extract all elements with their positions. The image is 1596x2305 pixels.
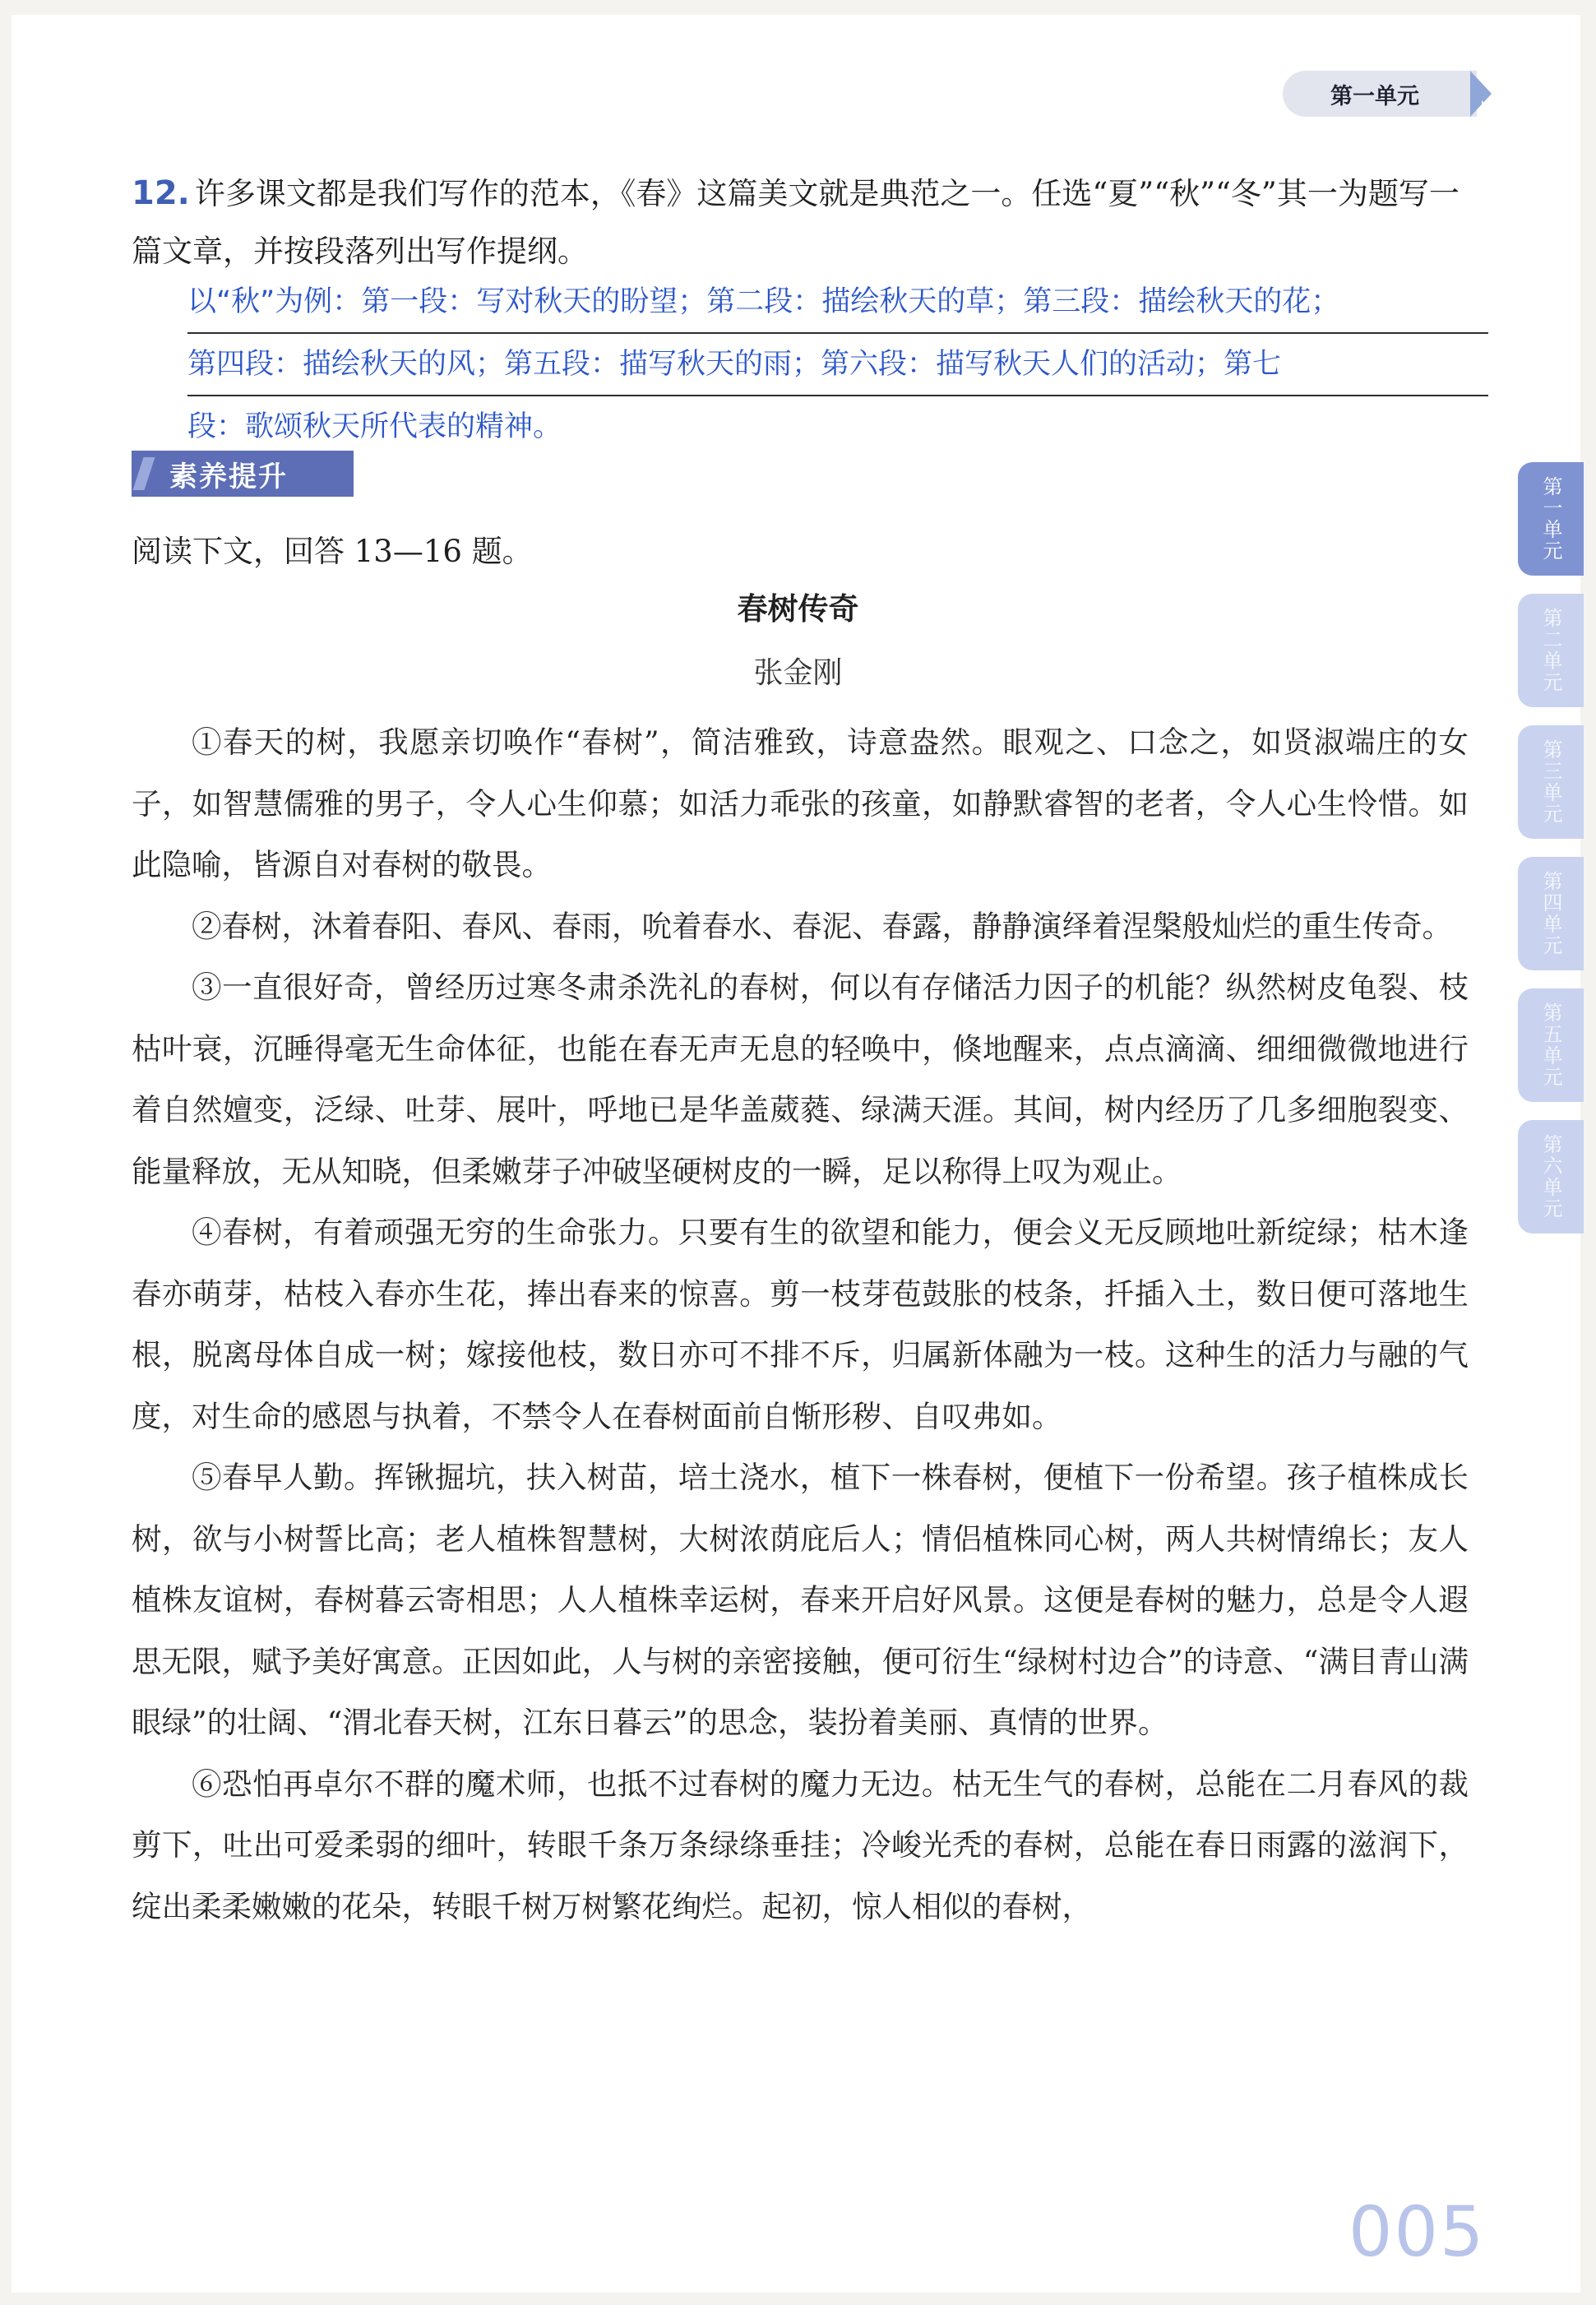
paragraph: ⑤春早人勤。挥锹掘坑，扶入树苗，培土浇水，植下一株春树，便植下一份希望。孩子植株成长树，欲与小树誓比高；老人植株智慧树，大树浓荫庇后人；情侣植株同心树，两人共树情绵长；友人植株友谊树，春树暮云寄相思；人人植株幸运树，春来开启好风景。这便是春树的魅力，总是令人遐思无限，赋予美好寓意。正因如此，人与树的亲密接触，便可衍生“绿树村边合”的诗意、“满目青山满眼绿”的壮阔、“渭北春天树，江东日暮云”的思念，装扮着美丽、真情的世界。 bbox=[132, 1460, 1469, 1740]
question-number: 12. bbox=[132, 174, 190, 212]
answer-line: 段：歌颂秋天所代表的精神。 bbox=[187, 410, 562, 443]
paragraph: ⑥恐怕再卓尔不群的魔术师，也抵不过春树的魔力无边。枯无生气的春树，总能在二月春风的裁剪下，吐出可爱柔弱的细叶，转眼千条万条绿绦垂挂；冷峻光秃的春树，总能在春日雨露的滋润下，绽出柔柔嫩嫩的花朵，转眼千树万树繁花绚烂。起初，惊人相似的春树， bbox=[132, 1766, 1469, 1924]
paragraph: ③一直很好奇，曾经历过寒冬肃杀洗礼的春树，何以有存储活力因子的机能？纵然树皮龟裂、枝枯叶衰，沉睡得毫无生命体征，也能在春无声无息的轻唤中，倏地醒来，点点滴滴、细细微微地进行着自然嬗变，泛绿、吐芽、展叶，呼地已是华盖葳蕤、绿满天涯。其间，树内经历了几多细胞裂变、能量释放，无从知晓，但柔嫩芽子冲破坚硬树皮的一瞬，足以称得上叹为观止。 bbox=[132, 970, 1469, 1189]
article-author: 张金刚 bbox=[753, 656, 843, 690]
question-text: 许多课文都是我们写作的范本，《春》这篇美文就是典范之一。任选“夏”“秋”“冬”其一为题写一篇文章，并按段落列出写作提纲。 bbox=[132, 176, 1460, 269]
side-tab-unit-2[interactable]: 第二单元 bbox=[1518, 594, 1584, 707]
page-number: 005 bbox=[1349, 2192, 1486, 2272]
paragraph: ②春树，沐着春阳、春风、春雨，吮着春水、春泥、春露，静静演绎着涅槃般灿烂的重生传奇。 bbox=[192, 908, 1452, 944]
chevron-right-icon bbox=[1470, 71, 1492, 117]
question-12 bbox=[132, 164, 1472, 280]
unit-header-tab bbox=[1283, 71, 1477, 117]
paragraph: ④春树，有着顽强无穷的生命张力。只要有生的欲望和能力，便会义无反顾地吐新绽绿；枯木逢春亦萌芽，枯枝入春亦生花，捧出春来的惊喜。剪一枝芽苞鼓胀的枝条，扦插入土，数日便可落地生根，脱离母体自成一树；嫁接他枝，数日亦可不排不斥，归属新体融为一枝。这种生的活力与融的气度，对生命的感恩与执着，不禁令人在春树面前自惭形秽、自叹弗如。 bbox=[132, 1215, 1469, 1434]
side-tab-unit-5[interactable]: 第五单元 bbox=[1518, 988, 1584, 1102]
article-body bbox=[132, 712, 1469, 1937]
reading-instruction: 阅读下文，回答 13—16 题。 bbox=[132, 534, 533, 569]
article-title: 春树传奇 bbox=[737, 591, 859, 627]
answer-line: 以“秋”为例：第一段：写对秋天的盼望；第二段：描绘秋天的草；第三段：描绘秋天的花； bbox=[187, 271, 1488, 334]
paragraph: ①春天的树，我愿亲切唤作“春树”，简洁雅致，诗意盎然。眼观之、口念之，如贤淑端庄的女子，如智慧儒雅的男子，令人心生仰慕；如活力乖张的孩童，如静默睿智的老者，令人心生怜惜。如此隐喻，皆源自对春树的敬畏。 bbox=[132, 724, 1469, 882]
side-tab-unit-3[interactable]: 第三单元 bbox=[1518, 725, 1584, 839]
unit-side-tabs bbox=[1518, 462, 1584, 1252]
unit-header-label: 第一单元 bbox=[1330, 83, 1419, 109]
answer-line: 第四段：描绘秋天的风；第五段：描写秋天的雨；第六段：描写秋天人们的活动；第七 bbox=[187, 334, 1488, 396]
side-tab-unit-6[interactable]: 第六单元 bbox=[1518, 1120, 1584, 1233]
answer-block bbox=[187, 271, 1488, 457]
side-tab-unit-4[interactable]: 第四单元 bbox=[1518, 857, 1584, 970]
side-tab-unit-1[interactable]: 第一单元 bbox=[1518, 462, 1584, 576]
section-banner: 素养提升 bbox=[132, 451, 354, 497]
